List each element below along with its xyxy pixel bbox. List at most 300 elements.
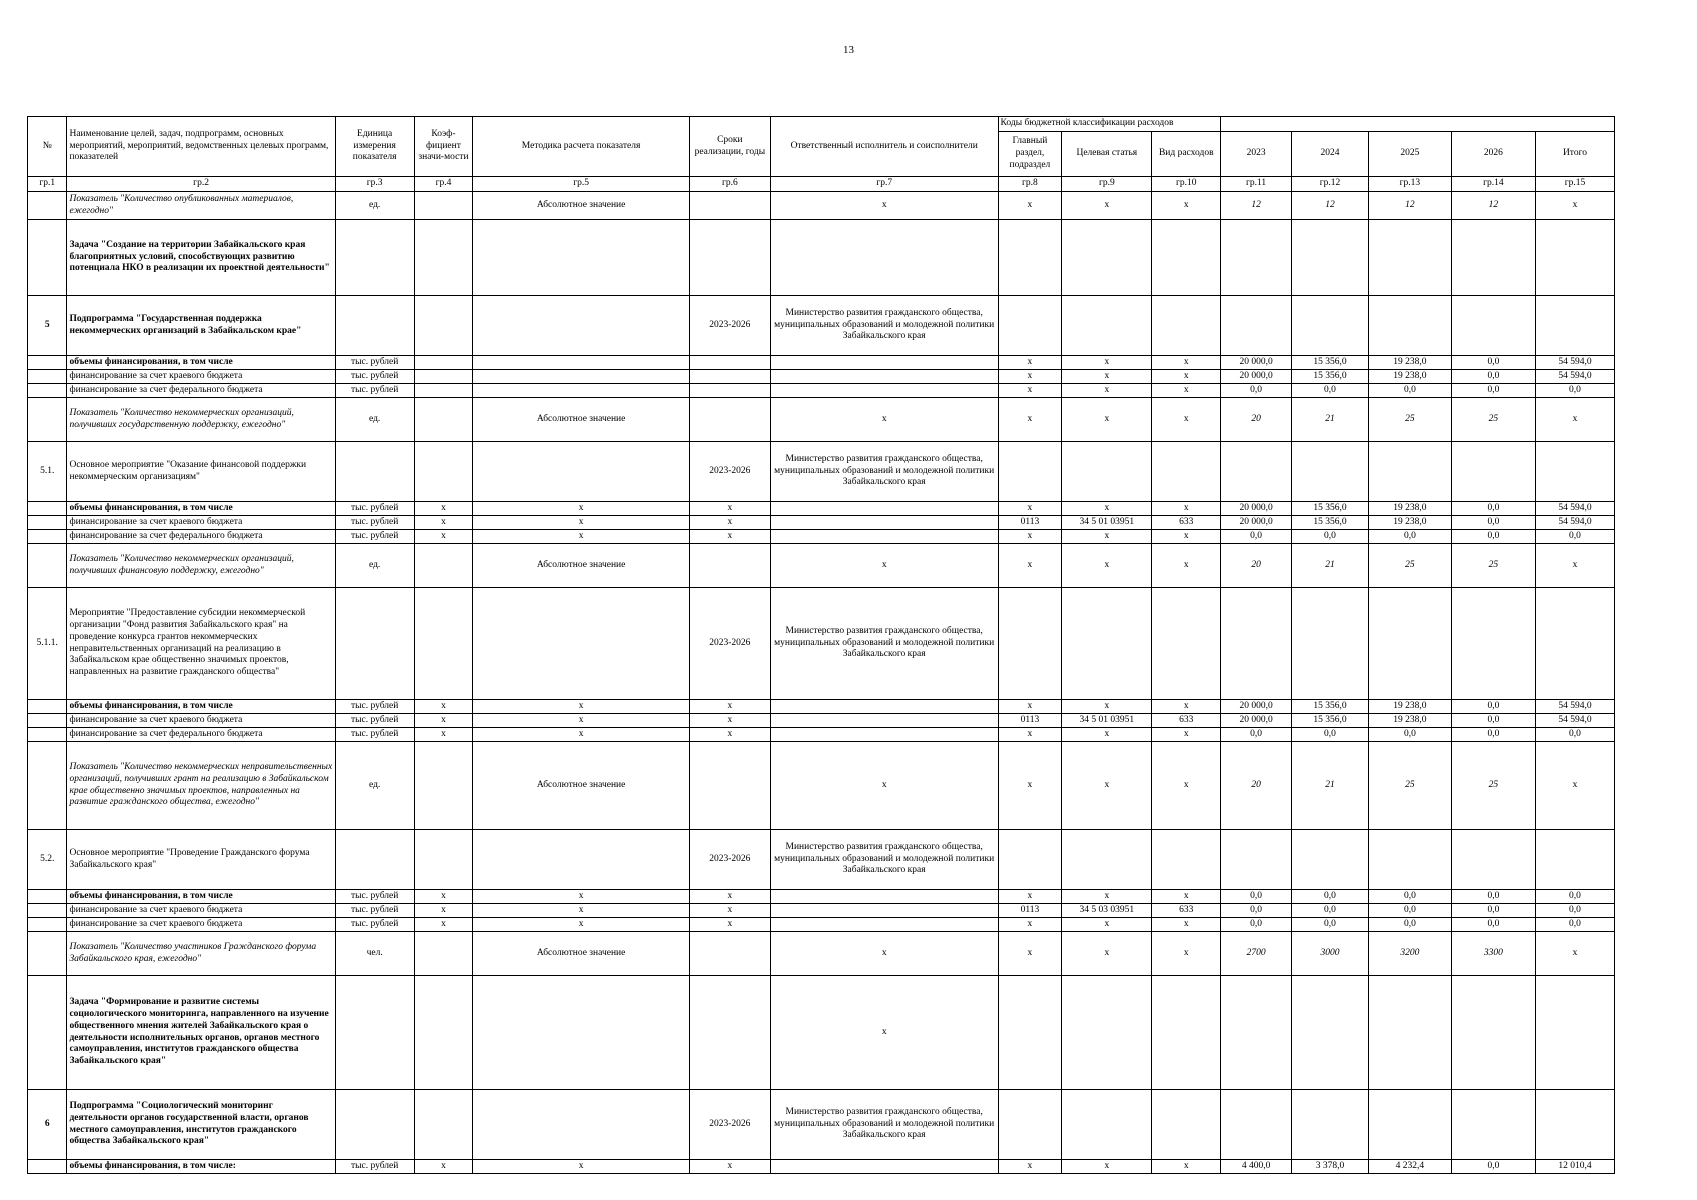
cell-value-2026: 0,0	[1451, 384, 1535, 398]
cell-coefficient: х	[414, 714, 473, 728]
cell-row-number	[28, 890, 67, 904]
table-row	[28, 1090, 1615, 1160]
col-total-header: Итого	[1535, 132, 1614, 177]
cell-expense-type	[1152, 220, 1221, 296]
cell-unit	[335, 296, 414, 356]
cell-value-2023: 0,0	[1221, 904, 1292, 918]
cell-value-2025: 4 232,4	[1368, 1160, 1451, 1174]
cell-value-2026: 0,0	[1451, 370, 1535, 384]
cell-unit: ед.	[335, 398, 414, 442]
cell-period	[689, 932, 770, 976]
cell-value-2026: 0,0	[1451, 356, 1535, 370]
cell-responsible: х	[770, 544, 998, 588]
table-row	[28, 544, 1615, 588]
cell-section-code	[998, 296, 1062, 356]
cell-row-name: Мероприятие "Предоставление субсидии некоммерческой организации "Фонд развития Забайкальского края" на проведение конкурса грантов некоммерческих неправительственных организаций на реализацию в Забайкальском крае общественно значимых проектов, направленных на развитие гражданского общества"	[67, 588, 335, 700]
cell-responsible	[770, 220, 998, 296]
cell-coefficient: х	[414, 918, 473, 932]
cell-period	[689, 220, 770, 296]
cell-coefficient: х	[414, 502, 473, 516]
cell-responsible	[770, 1160, 998, 1174]
col-no-header: №	[28, 117, 67, 177]
cell-value-2024: 21	[1292, 398, 1369, 442]
table-row	[28, 384, 1615, 398]
cell-row-number: 6	[28, 1090, 67, 1160]
cell-row-name: Основное мероприятие "Оказание финансовой поддержки некоммерческим организациям"	[67, 442, 335, 502]
cell-period	[689, 370, 770, 384]
cell-row-name: Задача "Формирование и развитие системы социологического мониторинга, направленного на изучение общественного мнения жителей Забайкальского края о деятельности исполнительных органов, органов местного самоуправления, институтов гражданского общества Забайкальского края"	[67, 976, 335, 1090]
gr-label: гр.9	[1062, 177, 1152, 192]
cell-value-2026: 25	[1451, 742, 1535, 830]
cell-unit: тыс. рублей	[335, 356, 414, 370]
table-row	[28, 1160, 1615, 1174]
col-method-header: Методика расчета показателя	[473, 117, 690, 177]
cell-value-2026: 0,0	[1451, 890, 1535, 904]
cell-value-2025	[1368, 1090, 1451, 1160]
cell-period: х	[689, 714, 770, 728]
cell-unit	[335, 442, 414, 502]
table-row	[28, 588, 1615, 700]
cell-value-2023: 20 000,0	[1221, 356, 1292, 370]
cell-value-2024	[1292, 442, 1369, 502]
cell-responsible	[770, 700, 998, 714]
cell-value-2026	[1451, 1090, 1535, 1160]
cell-value-total: 54 594,0	[1535, 700, 1614, 714]
cell-target-code: 34 5 01 03951	[1062, 516, 1152, 530]
cell-method	[473, 220, 690, 296]
cell-coefficient	[414, 1090, 473, 1160]
cell-value-2025: 25	[1368, 742, 1451, 830]
cell-coefficient: х	[414, 890, 473, 904]
cell-responsible: х	[770, 398, 998, 442]
cell-method: Абсолютное значение	[473, 192, 690, 220]
cell-responsible: х	[770, 742, 998, 830]
col-target-header: Целевая статья	[1062, 132, 1152, 177]
cell-value-2025: 19 238,0	[1368, 356, 1451, 370]
cell-expense-type: х	[1152, 356, 1221, 370]
cell-unit: тыс. рублей	[335, 904, 414, 918]
cell-value-2024: 15 356,0	[1292, 370, 1369, 384]
cell-value-2023: 0,0	[1221, 918, 1292, 932]
cell-coefficient: х	[414, 530, 473, 544]
cell-responsible	[770, 516, 998, 530]
cell-coefficient	[414, 544, 473, 588]
cell-expense-type: х	[1152, 932, 1221, 976]
cell-coefficient: х	[414, 1160, 473, 1174]
cell-expense-type: х	[1152, 742, 1221, 830]
cell-row-name: финансирование за счет федерального бюджета	[67, 728, 335, 742]
cell-section-code: х	[998, 530, 1062, 544]
cell-period	[689, 384, 770, 398]
cell-target-code: х	[1062, 544, 1152, 588]
table-body	[28, 192, 1615, 1174]
cell-value-2024: 0,0	[1292, 384, 1369, 398]
cell-value-2026	[1451, 442, 1535, 502]
col-2026-header: 2026	[1451, 132, 1535, 177]
cell-unit	[335, 830, 414, 890]
cell-row-number	[28, 384, 67, 398]
cell-section-code	[998, 1090, 1062, 1160]
table-row	[28, 714, 1615, 728]
cell-expense-type: х	[1152, 728, 1221, 742]
cell-value-2025	[1368, 588, 1451, 700]
cell-unit: чел.	[335, 932, 414, 976]
cell-value-2026: 3300	[1451, 932, 1535, 976]
cell-coefficient: х	[414, 904, 473, 918]
cell-section-code	[998, 220, 1062, 296]
cell-expense-type: х	[1152, 1160, 1221, 1174]
cell-value-2026: 0,0	[1451, 918, 1535, 932]
cell-target-code	[1062, 1090, 1152, 1160]
cell-value-2024: 15 356,0	[1292, 356, 1369, 370]
gr-label: гр.2	[67, 177, 335, 192]
cell-period	[689, 544, 770, 588]
cell-coefficient	[414, 384, 473, 398]
cell-row-number	[28, 530, 67, 544]
cell-value-2024: 21	[1292, 544, 1369, 588]
cell-row-number	[28, 976, 67, 1090]
cell-expense-type: 633	[1152, 904, 1221, 918]
cell-period	[689, 192, 770, 220]
table-row	[28, 398, 1615, 442]
cell-period: х	[689, 728, 770, 742]
cell-row-name: объемы финансирования, в том числе	[67, 502, 335, 516]
cell-method: х	[473, 1160, 690, 1174]
cell-value-2024: 12	[1292, 192, 1369, 220]
cell-expense-type	[1152, 1090, 1221, 1160]
cell-row-name: Подпрограмма "Государственная поддержка некоммерческих организаций в Забайкальском крае"	[67, 296, 335, 356]
gr-label: гр.14	[1451, 177, 1535, 192]
cell-method	[473, 588, 690, 700]
cell-value-total: 54 594,0	[1535, 356, 1614, 370]
cell-value-2024	[1292, 588, 1369, 700]
cell-responsible	[770, 530, 998, 544]
table-row	[28, 502, 1615, 516]
cell-method	[473, 976, 690, 1090]
cell-target-code	[1062, 442, 1152, 502]
cell-value-total: 0,0	[1535, 890, 1614, 904]
cell-period: х	[689, 502, 770, 516]
cell-value-2025: 0,0	[1368, 384, 1451, 398]
cell-section-code: х	[998, 370, 1062, 384]
cell-period: 2023-2026	[689, 442, 770, 502]
cell-value-2023	[1221, 830, 1292, 890]
cell-target-code	[1062, 220, 1152, 296]
cell-value-2023: 20	[1221, 544, 1292, 588]
cell-value-2026	[1451, 220, 1535, 296]
cell-period: х	[689, 1160, 770, 1174]
cell-method: Абсолютное значение	[473, 398, 690, 442]
cell-coefficient	[414, 588, 473, 700]
cell-period: х	[689, 700, 770, 714]
cell-coefficient	[414, 442, 473, 502]
col-unit-header: Единица измерения показателя	[335, 117, 414, 177]
cell-expense-type	[1152, 830, 1221, 890]
cell-target-code: х	[1062, 742, 1152, 830]
cell-target-code: х	[1062, 530, 1152, 544]
cell-value-2025: 19 238,0	[1368, 714, 1451, 728]
cell-value-2023: 0,0	[1221, 384, 1292, 398]
cell-row-number: 5	[28, 296, 67, 356]
cell-section-code: х	[998, 918, 1062, 932]
cell-responsible	[770, 918, 998, 932]
cell-value-2023	[1221, 976, 1292, 1090]
cell-responsible: Министерство развития гражданского общества, муниципальных образований и молодежной политики Забайкальского края	[770, 1090, 998, 1160]
col-2025-header: 2025	[1368, 132, 1451, 177]
cell-section-code	[998, 588, 1062, 700]
cell-value-2026: 25	[1451, 544, 1535, 588]
cell-value-2023: 20 000,0	[1221, 502, 1292, 516]
cell-period: 2023-2026	[689, 1090, 770, 1160]
cell-coefficient	[414, 976, 473, 1090]
table-header	[28, 117, 1615, 192]
gr-label: гр.1	[28, 177, 67, 192]
cell-section-code: х	[998, 1160, 1062, 1174]
cell-row-name: объемы финансирования, в том числе	[67, 700, 335, 714]
cell-value-2026: 0,0	[1451, 530, 1535, 544]
cell-expense-type: х	[1152, 384, 1221, 398]
cell-value-2024: 0,0	[1292, 904, 1369, 918]
cell-method: Абсолютное значение	[473, 544, 690, 588]
cell-value-2026: 0,0	[1451, 1160, 1535, 1174]
table-row	[28, 356, 1615, 370]
cell-value-2024: 0,0	[1292, 728, 1369, 742]
gr-label: гр.10	[1152, 177, 1221, 192]
cell-row-number	[28, 516, 67, 530]
cell-row-number	[28, 502, 67, 516]
cell-target-code: х	[1062, 384, 1152, 398]
cell-expense-type: х	[1152, 370, 1221, 384]
cell-value-total: х	[1535, 544, 1614, 588]
cell-value-total: х	[1535, 742, 1614, 830]
cell-period: х	[689, 918, 770, 932]
cell-method	[473, 830, 690, 890]
cell-target-code	[1062, 588, 1152, 700]
cell-value-total: 0,0	[1535, 384, 1614, 398]
cell-row-number	[28, 220, 67, 296]
cell-responsible	[770, 714, 998, 728]
cell-method: Абсолютное значение	[473, 932, 690, 976]
cell-row-name: Подпрограмма "Социологический мониторинг деятельности органов государственной власти, органов местного самоуправления, институтов гражданского общества Забайкальского края"	[67, 1090, 335, 1160]
cell-section-code: х	[998, 932, 1062, 976]
cell-value-total: 54 594,0	[1535, 370, 1614, 384]
cell-value-2026: 0,0	[1451, 714, 1535, 728]
cell-target-code: 34 5 03 03951	[1062, 904, 1152, 918]
gr-label: гр.11	[1221, 177, 1292, 192]
cell-method: х	[473, 714, 690, 728]
cell-value-2024: 15 356,0	[1292, 516, 1369, 530]
cell-method	[473, 296, 690, 356]
cell-unit: тыс. рублей	[335, 728, 414, 742]
cell-section-code: х	[998, 502, 1062, 516]
cell-row-name: Показатель "Количество участников Гражданского форума Забайкальского края, ежегодно"	[67, 932, 335, 976]
cell-value-total	[1535, 442, 1614, 502]
table-row	[28, 742, 1615, 830]
cell-responsible: х	[770, 976, 998, 1090]
cell-value-2025: 3200	[1368, 932, 1451, 976]
cell-responsible	[770, 728, 998, 742]
cell-value-total	[1535, 976, 1614, 1090]
col-2024-header: 2024	[1292, 132, 1369, 177]
cell-value-2024: 21	[1292, 742, 1369, 830]
cell-coefficient	[414, 192, 473, 220]
cell-value-2024: 3000	[1292, 932, 1369, 976]
cell-value-2023: 12	[1221, 192, 1292, 220]
cell-value-2024	[1292, 830, 1369, 890]
cell-target-code: х	[1062, 700, 1152, 714]
cell-row-number	[28, 192, 67, 220]
cell-value-total: 0,0	[1535, 728, 1614, 742]
cell-target-code	[1062, 296, 1152, 356]
table-row	[28, 700, 1615, 714]
cell-value-2023: 20	[1221, 398, 1292, 442]
table-row	[28, 904, 1615, 918]
cell-row-number	[28, 918, 67, 932]
cell-row-name: финансирование за счет федерального бюджета	[67, 384, 335, 398]
cell-period	[689, 742, 770, 830]
cell-value-2024	[1292, 220, 1369, 296]
cell-row-name: Основное мероприятие "Проведение Гражданского форума Забайкальского края"	[67, 830, 335, 890]
gr-label: гр.5	[473, 177, 690, 192]
cell-target-code: х	[1062, 356, 1152, 370]
cell-expense-type	[1152, 442, 1221, 502]
cell-expense-type: х	[1152, 398, 1221, 442]
cell-coefficient	[414, 932, 473, 976]
table-row	[28, 192, 1615, 220]
cell-expense-type	[1152, 588, 1221, 700]
cell-value-2025: 19 238,0	[1368, 700, 1451, 714]
cell-period: 2023-2026	[689, 588, 770, 700]
cell-value-2024: 15 356,0	[1292, 700, 1369, 714]
cell-responsible: Министерство развития гражданского общества, муниципальных образований и молодежной политики Забайкальского края	[770, 296, 998, 356]
cell-value-2025: 0,0	[1368, 904, 1451, 918]
cell-unit: тыс. рублей	[335, 516, 414, 530]
cell-responsible	[770, 384, 998, 398]
cell-value-2025: 25	[1368, 398, 1451, 442]
cell-section-code: х	[998, 544, 1062, 588]
cell-responsible	[770, 370, 998, 384]
cell-expense-type: х	[1152, 502, 1221, 516]
cell-target-code: х	[1062, 1160, 1152, 1174]
table-row	[28, 890, 1615, 904]
cell-value-2023: 20 000,0	[1221, 714, 1292, 728]
cell-method: х	[473, 516, 690, 530]
gr-label: гр.15	[1535, 177, 1614, 192]
cell-coefficient: х	[414, 700, 473, 714]
cell-value-2023: 4 400,0	[1221, 1160, 1292, 1174]
cell-row-name: финансирование за счет краевого бюджета	[67, 516, 335, 530]
gr-label: гр.6	[689, 177, 770, 192]
cell-value-2023	[1221, 296, 1292, 356]
cell-value-2024: 15 356,0	[1292, 502, 1369, 516]
cell-period: 2023-2026	[689, 296, 770, 356]
cell-target-code	[1062, 830, 1152, 890]
gr-label: гр.12	[1292, 177, 1369, 192]
column-number-row	[28, 177, 1615, 192]
cell-value-2024: 3 378,0	[1292, 1160, 1369, 1174]
cell-value-2023: 0,0	[1221, 530, 1292, 544]
cell-row-number	[28, 700, 67, 714]
cell-unit: тыс. рублей	[335, 700, 414, 714]
cell-target-code: х	[1062, 890, 1152, 904]
cell-section-code: х	[998, 890, 1062, 904]
cell-method: х	[473, 904, 690, 918]
cell-value-2026: 25	[1451, 398, 1535, 442]
table-row	[28, 220, 1615, 296]
cell-row-number	[28, 932, 67, 976]
cell-value-2026: 0,0	[1451, 904, 1535, 918]
cell-section-code: х	[998, 742, 1062, 830]
cell-section-code: х	[998, 384, 1062, 398]
cell-value-total: 0,0	[1535, 918, 1614, 932]
table-row	[28, 516, 1615, 530]
budget-table	[27, 116, 1615, 1174]
cell-responsible: Министерство развития гражданского общества, муниципальных образований и молодежной политики Забайкальского края	[770, 442, 998, 502]
cell-value-2025	[1368, 976, 1451, 1090]
cell-row-number	[28, 904, 67, 918]
cell-target-code: х	[1062, 192, 1152, 220]
gr-label: гр.8	[998, 177, 1062, 192]
cell-row-name: финансирование за счет краевого бюджета	[67, 370, 335, 384]
cell-expense-type: х	[1152, 890, 1221, 904]
cell-period: х	[689, 904, 770, 918]
cell-method	[473, 442, 690, 502]
cell-coefficient	[414, 220, 473, 296]
cell-coefficient	[414, 830, 473, 890]
cell-row-name: финансирование за счет федерального бюджета	[67, 530, 335, 544]
cell-row-number	[28, 728, 67, 742]
cell-row-number	[28, 398, 67, 442]
cell-value-total: 54 594,0	[1535, 714, 1614, 728]
col-exptype-header: Вид расходов	[1152, 132, 1221, 177]
cell-method	[473, 1090, 690, 1160]
cell-method: х	[473, 918, 690, 932]
cell-value-2026: 0,0	[1451, 516, 1535, 530]
cell-row-name: Показатель "Количество некоммерческих организаций, получивших финансовую поддержку, ежегодно"	[67, 544, 335, 588]
cell-value-2025: 19 238,0	[1368, 516, 1451, 530]
cell-row-number	[28, 742, 67, 830]
cell-responsible: Министерство развития гражданского общества, муниципальных образований и молодежной политики Забайкальского края	[770, 830, 998, 890]
cell-unit: тыс. рублей	[335, 370, 414, 384]
cell-row-number	[28, 1160, 67, 1174]
col-period-header: Сроки реализации, годы	[689, 117, 770, 177]
cell-value-2024: 0,0	[1292, 918, 1369, 932]
cell-method: Абсолютное значение	[473, 742, 690, 830]
cell-target-code: х	[1062, 728, 1152, 742]
cell-value-total: х	[1535, 398, 1614, 442]
cell-unit: тыс. рублей	[335, 530, 414, 544]
cell-value-2023: 0,0	[1221, 890, 1292, 904]
cell-value-2023	[1221, 588, 1292, 700]
cell-coefficient	[414, 296, 473, 356]
cell-row-name: финансирование за счет краевого бюджета	[67, 714, 335, 728]
cell-row-number: 5.1.1.	[28, 588, 67, 700]
cell-method: х	[473, 890, 690, 904]
cell-value-2025: 0,0	[1368, 918, 1451, 932]
cell-unit: ед.	[335, 544, 414, 588]
cell-value-2024	[1292, 976, 1369, 1090]
cell-value-total: 0,0	[1535, 904, 1614, 918]
cell-responsible	[770, 356, 998, 370]
gr-label: гр.13	[1368, 177, 1451, 192]
cell-value-2025: 0,0	[1368, 890, 1451, 904]
col-responsible-header: Ответственный исполнитель и соисполнители	[770, 117, 998, 177]
table-row	[28, 932, 1615, 976]
cell-unit	[335, 1090, 414, 1160]
col-2023-header: 2023	[1221, 132, 1292, 177]
cell-value-2025: 25	[1368, 544, 1451, 588]
cell-row-number	[28, 544, 67, 588]
